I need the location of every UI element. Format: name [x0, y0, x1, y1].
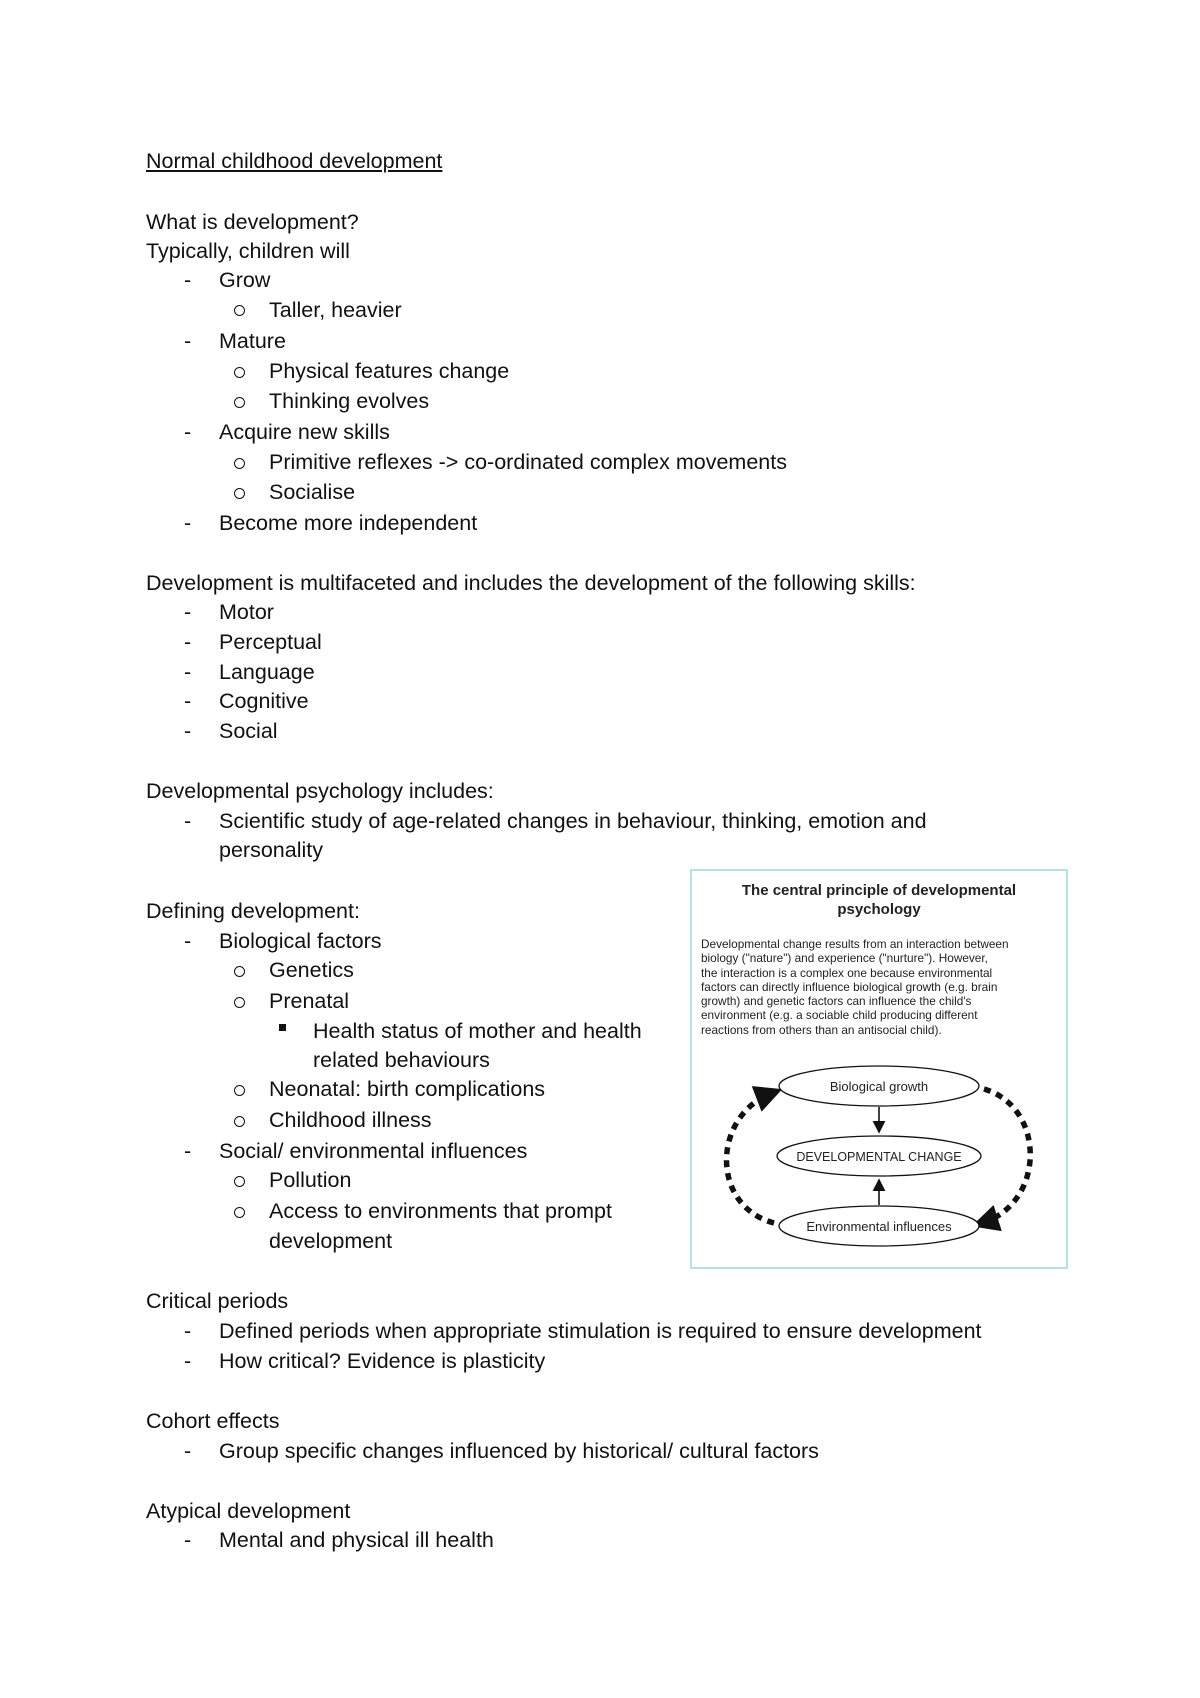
bullet-square	[279, 1024, 286, 1031]
list-item: Perceptual	[219, 630, 322, 654]
list-item: Taller, heavier	[269, 298, 402, 322]
bullet-circle	[234, 397, 245, 408]
list-item: Prenatal	[269, 989, 350, 1013]
bullet-circle	[234, 305, 245, 316]
bullet-circle	[234, 1085, 245, 1096]
bullet-dash: -	[184, 329, 192, 353]
list-item: Scientific study of age-related changes in behaviour, thinking, emotion and	[219, 809, 927, 833]
list-item: Group specific changes influenced by historical/ cultural factors	[219, 1439, 819, 1463]
bullet-circle	[234, 458, 245, 469]
bullet-dash: -	[184, 1139, 192, 1163]
bullet-dash: -	[184, 809, 192, 833]
list-item: Neonatal: birth complications	[269, 1077, 546, 1101]
page-title: Normal childhood development	[146, 149, 443, 173]
figure-body-line: factors can directly influence biological growth (e.g. brain	[701, 979, 998, 994]
list-item: Pollution	[269, 1168, 352, 1192]
bullet-dash: -	[184, 660, 192, 684]
list-item: Health status of mother and health	[313, 1019, 642, 1043]
list-item: Social/ environmental influences	[219, 1139, 528, 1163]
bullet-circle	[234, 367, 245, 378]
list-item: Language	[219, 660, 315, 684]
figure-body-line: environment (e.g. a sociable child producing different	[701, 1008, 978, 1023]
bullet-dash: -	[184, 1528, 192, 1552]
figure-title-line: The central principle of developmental	[741, 882, 1017, 899]
list-item: Socialise	[269, 480, 356, 504]
dev-change-label: DEVELOPMENTAL CHANGE	[796, 1150, 962, 1164]
what-is-intro: Typically, children will	[146, 239, 350, 263]
left-cycle-arrow	[727, 1093, 775, 1223]
atypical-heading: Atypical development	[146, 1499, 351, 1523]
list-item: Acquire new skills	[219, 420, 390, 444]
bullet-dash: -	[184, 600, 192, 624]
bio-growth-label: Biological growth	[829, 1079, 929, 1094]
list-item: personality	[219, 838, 323, 862]
bullet-dash: -	[184, 929, 192, 953]
principle-figure	[690, 869, 1068, 1269]
list-item: Social	[219, 719, 278, 743]
right-cycle-arrow	[982, 1089, 1030, 1223]
figure-body-line: Developmental change results from an interaction between	[701, 937, 1009, 951]
list-item: Grow	[219, 268, 271, 292]
env-label: Environmental influences	[806, 1219, 952, 1234]
bullet-dash: -	[184, 420, 192, 444]
figure-body-line: reactions from others than an antisocial child).	[701, 1022, 942, 1037]
list-item: Motor	[219, 600, 274, 624]
list-item: Mental and physical ill health	[219, 1528, 494, 1552]
list-item: Become more independent	[219, 511, 478, 535]
cycle-diagram	[692, 871, 1066, 1271]
list-item: Primitive reflexes -> co-ordinated complex movements	[269, 450, 787, 474]
psych-heading: Developmental psychology includes:	[146, 779, 494, 803]
critical-heading: Critical periods	[146, 1289, 289, 1313]
figure-body-line: biology ("nature") and experience ("nurture"). However,	[701, 951, 988, 966]
what-is-heading: What is development?	[146, 210, 359, 234]
bullet-circle	[234, 1176, 245, 1187]
list-item: Cognitive	[219, 689, 309, 713]
bullet-dash: -	[184, 511, 192, 535]
list-item: Defined periods when appropriate stimulation is required to ensure development	[219, 1319, 982, 1343]
list-item: Access to environments that prompt	[269, 1199, 612, 1223]
list-item: Mature	[219, 329, 286, 353]
bullet-dash: -	[184, 630, 192, 654]
bullet-dash: -	[184, 719, 192, 743]
list-item: development	[269, 1229, 393, 1253]
figure-body-line: growth) and genetic factors can influence the child's	[701, 994, 972, 1009]
bullet-dash: -	[184, 1439, 192, 1463]
cohort-heading: Cohort effects	[146, 1409, 280, 1433]
figure-title-line: psychology	[837, 901, 921, 918]
list-item: Thinking evolves	[269, 389, 430, 413]
figure-body-line: the interaction is a complex one because environmental	[701, 965, 993, 980]
list-item: Biological factors	[219, 929, 382, 953]
defining-heading: Defining development:	[146, 899, 360, 923]
list-item: Childhood illness	[269, 1108, 432, 1132]
list-item: Physical features change	[269, 359, 510, 383]
multifaceted-heading: Development is multifaceted and includes the development of the following skills:	[146, 571, 916, 595]
list-item: How critical? Evidence is plasticity	[219, 1349, 546, 1373]
bullet-dash: -	[184, 268, 192, 292]
bullet-circle	[234, 997, 245, 1008]
bullet-dash: -	[184, 1319, 192, 1343]
bullet-dash: -	[184, 1349, 192, 1373]
bullet-circle	[234, 1116, 245, 1127]
list-item: related behaviours	[313, 1048, 490, 1072]
list-item: Genetics	[269, 958, 354, 982]
bullet-circle	[234, 488, 245, 499]
bullet-circle	[234, 966, 245, 977]
bullet-dash: -	[184, 689, 192, 713]
bullet-circle	[234, 1207, 245, 1218]
